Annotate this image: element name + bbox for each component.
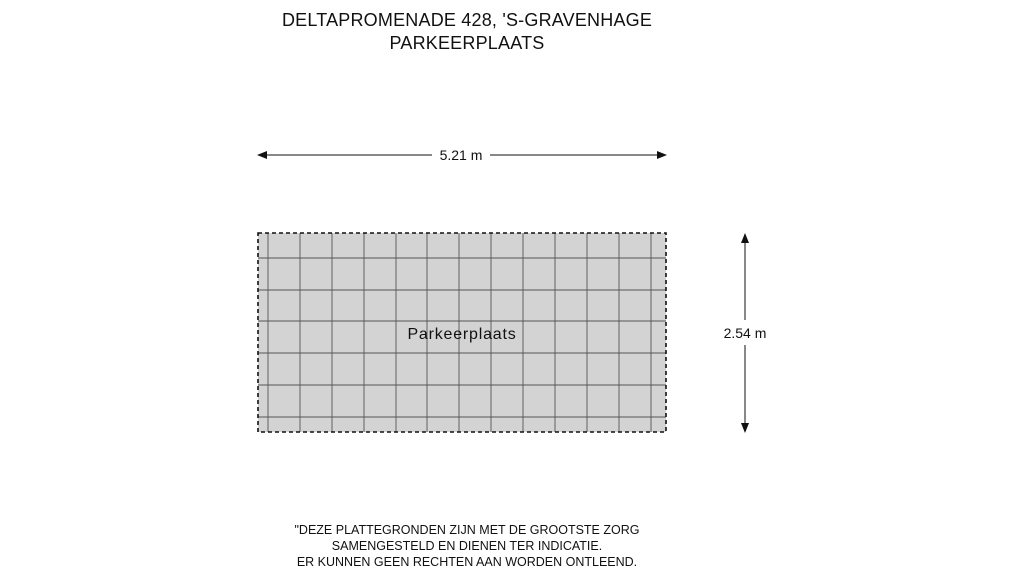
floor-subtitle: PARKEERPLAATS <box>389 33 545 53</box>
parking-space-label: Parkeerplaats <box>407 326 517 343</box>
disclaimer-line: SAMENGESTELD EN DIENEN TER INDICATIE. <box>331 539 603 553</box>
parking-space <box>258 233 666 432</box>
disclaimer-line: ER KUNNEN GEEN RECHTEN AAN WORDEN ONTLEEND. <box>296 555 638 569</box>
height-dimension <box>724 234 767 432</box>
height-dimension-label: 2.54 m <box>723 325 767 341</box>
disclaimer <box>0 522 934 570</box>
disclaimer-line: "DEZE PLATTEGRONDEN ZIJN MET DE GROOTSTE ZORG <box>294 523 640 537</box>
width-dimension-label: 5.21 m <box>439 147 483 163</box>
plan-title: DELTAPROMENADE 428, 'S-GRAVENHAGE <box>281 10 653 30</box>
width-dimension <box>258 147 666 163</box>
